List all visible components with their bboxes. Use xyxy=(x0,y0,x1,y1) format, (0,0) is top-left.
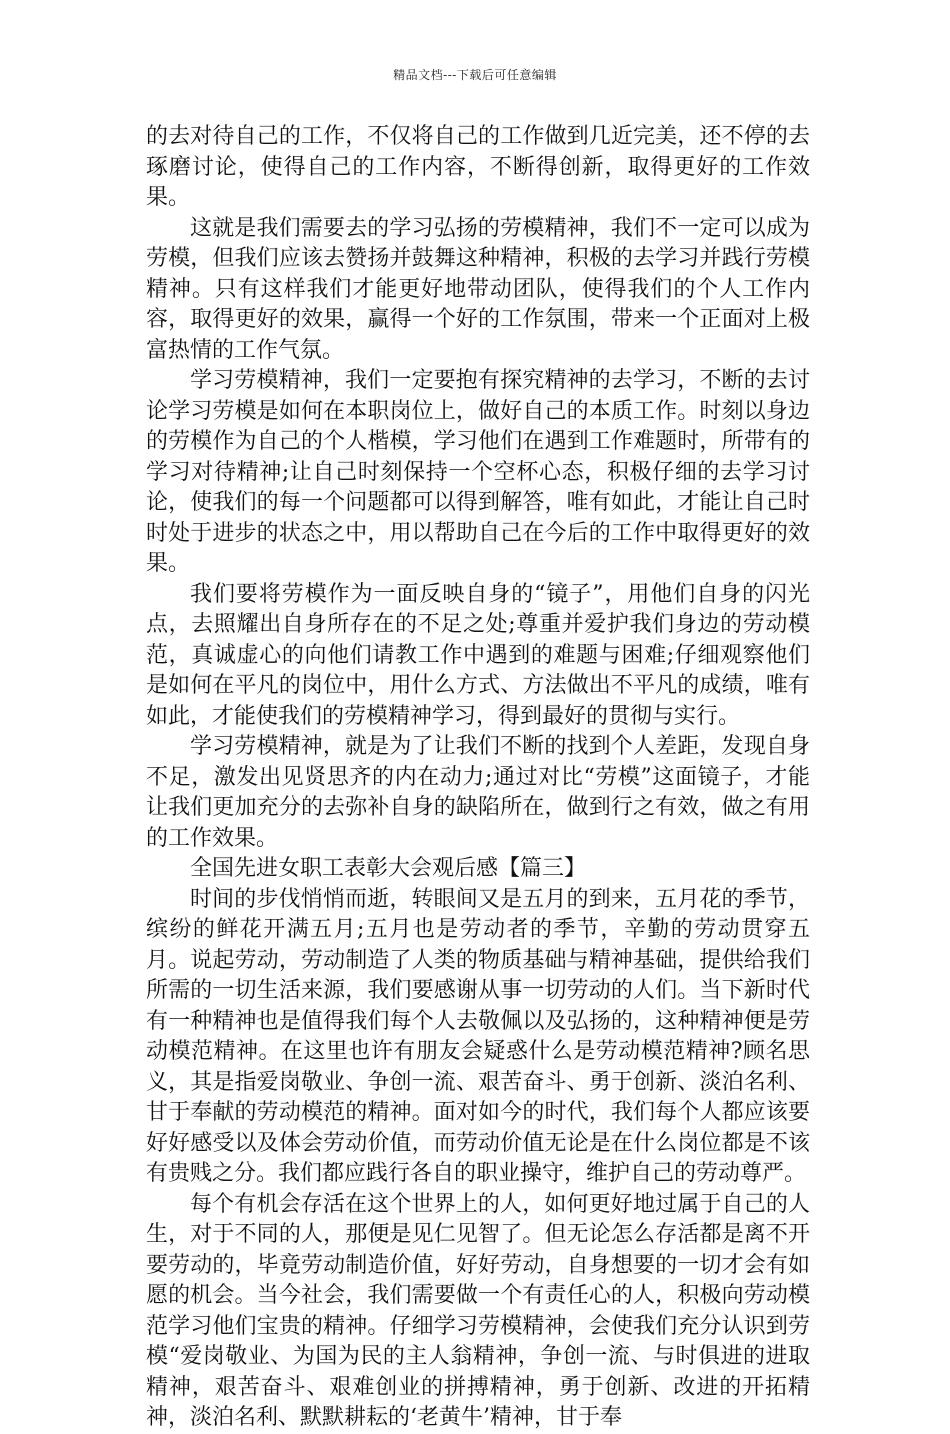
paragraph: 全国先进女职工表彰大会观后感【篇三】 xyxy=(190,856,587,881)
paragraph: 学习劳模精神，我们一定要抱有探究精神的去学习，不断的去讨论学习劳模是如何在本职岗位上，做好自己的本质工作。时刻以身边的劳模作为自己的个人楷模，学习他们在遇到工作难题时，所带有的学习对待精神;让自己时刻保持一个空杯心态，积极仔细的去学习讨论，使我们的每一个问题都可以得到解答，唯有如此，才能让自己时时处于进步的状态之中，用以帮助自己在今后的工作中取得更好的效果。 xyxy=(146,368,810,576)
paragraph: 每个有机会存活在这个世界上的人，如何更好地过属于自己的人生，对于不同的人，那便是见仁见智了。但无论怎么存活都是离不开要劳动的，毕竟劳动制造价值，好好劳动，自身想要的一切才会有如愿的机会。当今社会，我们需要做一个有责任心的人，积极向劳动模范学习他们宝贵的精神。仔细学习劳模精神，会使我们充分认识到劳模“爱岗敬业、为国为民的主人翁精神，争创一流、与时俱进的进取精神，艰苦奋斗、艰难创业的拼搏精神，勇于创新、改进的开拓精神，淡泊名利、默默耕耘的‘老黄牛’精神，甘于奉 xyxy=(146,1191,810,1430)
page-header: 精品文档---下载后可任意编辑 xyxy=(393,68,557,82)
paragraph: 这就是我们需要去的学习弘扬的劳模精神，我们不一定可以成为劳模，但我们应该去赞扬并鼓舞这种精神，积极的去学习并践行劳模精神。只有这样我们才能更好地带动团队，使得我们的个人工作内容，取得更好的效果，赢得一个好的工作氛围，带来一个正面对上极富热情的工作气氛。 xyxy=(146,215,810,363)
paragraph: 我们要将劳模作为一面反映自身的“镜子”，用他们自身的闪光点，去照耀出自身所存在的不足之处;尊重并爱护我们身边的劳动模范，真诚虚心的向他们请教工作中遇到的难题与困难;仔细观察他们是如何在平凡的岗位中，用什么方式、方法做出不平凡的成绩，唯有如此，才能使我们的劳模精神学习，得到最好的贯彻与实行。 xyxy=(146,581,810,729)
document-body xyxy=(146,122,810,1434)
paragraph: 时间的步伐悄悄而逝，转眼间又是五月的到来，五月花的季节，缤纷的鲜花开满五月;五月也是劳动者的季节，辛勤的劳动贯穿五月。说起劳动，劳动制造了人类的物质基础与精神基础，提供给我们所需的一切生活来源，我们要感谢从事一切劳动的人们。当下新时代有一种精神也是值得我们每个人去敬佩以及弘扬的，这种精神便是劳动模范精神。在这里也许有朋友会疑惑什么是劳动模范精神?顾名思义，其是指爱岗敬业、争创一流、艰苦奋斗、勇于创新、淡泊名利、甘于奉献的劳动模范的精神。面对如今的时代，我们每个人都应该要好好感受以及体会劳动价值，而劳动价值无论是在什么岗位都是不该有贵贱之分。我们都应践行各自的职业操守，维护自己的劳动尊严。 xyxy=(146,886,810,1186)
paragraph: 学习劳模精神，就是为了让我们不断的找到个人差距，发现自身不足，激发出见贤思齐的内在动力;通过对比“劳模”这面镜子，才能让我们更加充分的去弥补自身的缺陷所在，做到行之有效，做之有用的工作效果。 xyxy=(146,734,810,851)
paragraph: 的去对待自己的工作，不仅将自己的工作做到几近完美，还不停的去琢磨讨论，使得自己的工作内容，不断得创新，取得更好的工作效果。 xyxy=(146,124,810,210)
